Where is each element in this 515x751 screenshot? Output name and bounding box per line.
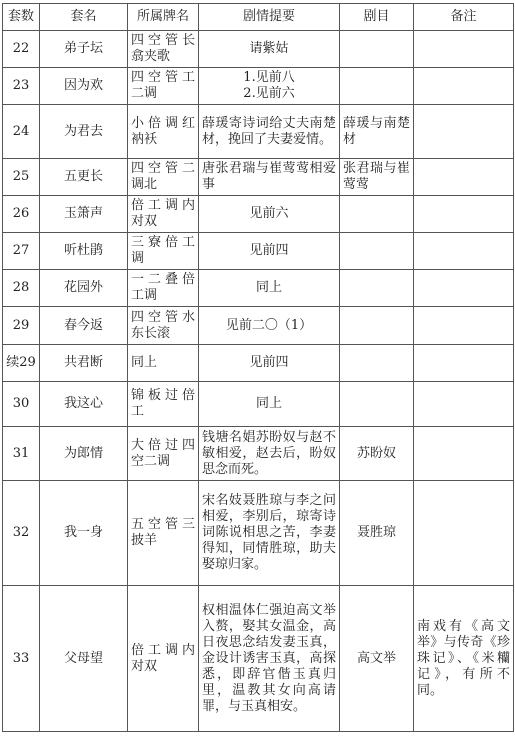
cell-plot: 见前四 xyxy=(199,233,340,270)
cell-tune: 大倍过四 空二调 xyxy=(128,427,199,481)
cell-plot: 同上 xyxy=(199,382,340,427)
cell-name: 父母望 xyxy=(40,586,128,732)
cell-name: 花园外 xyxy=(40,270,128,307)
cell-name: 听杜鹃 xyxy=(40,233,128,270)
cell-no: 续29 xyxy=(3,345,40,382)
cell-plot: 请紫姑 xyxy=(199,31,340,68)
cell-name: 弟子坛 xyxy=(40,31,128,68)
cell-no: 31 xyxy=(3,427,40,481)
cell-play xyxy=(340,345,414,382)
table-row xyxy=(3,586,514,732)
cell-play: 苏盼奴 xyxy=(340,427,414,481)
cell-note xyxy=(414,31,514,68)
cell-play: 高文举 xyxy=(340,586,414,732)
cell-name: 我这心 xyxy=(40,382,128,427)
cell-plot: 见前四 xyxy=(199,345,340,382)
table-row xyxy=(3,31,514,68)
cell-play xyxy=(340,31,414,68)
cell-plot: 权相温体仁强迫高文举入赘，娶其女温金，高日夜思念结发妻玉真，金设计诱害玉真，高探悉，即辞官偕玉真归里，温教其女向高请罪，与玉真相安。 xyxy=(199,586,340,732)
cell-plot: 宋名妓聂胜琼与李之问相爱，李别后，琼寄诗词陈说相思之苦，李妻得知，同情胜琼，助夫娶琼归家。 xyxy=(199,481,340,586)
table-row xyxy=(3,427,514,481)
table-row xyxy=(3,345,514,382)
cell-note xyxy=(414,233,514,270)
cell-tune: 一二叠倍 工调 xyxy=(128,270,199,307)
table-row xyxy=(3,307,514,345)
cell-name: 为君去 xyxy=(40,105,128,159)
cell-tune: 同上 xyxy=(128,345,199,382)
cell-note xyxy=(414,427,514,481)
header-no: 套数 xyxy=(3,4,40,31)
cell-no: 22 xyxy=(3,31,40,68)
cell-play xyxy=(340,196,414,233)
table-row xyxy=(3,159,514,196)
table-row xyxy=(3,233,514,270)
cell-name: 因为欢 xyxy=(40,68,128,105)
cell-play xyxy=(340,68,414,105)
header-play: 剧目 xyxy=(340,4,414,31)
cell-tune: 四空管水 东长滚 xyxy=(128,307,199,345)
cell-plot: 薛瑗寄诗词给丈夫南楚材，挽回了夫妻爱情。 xyxy=(199,105,340,159)
cell-tune: 小倍调红 衲袄 xyxy=(128,105,199,159)
cell-tune: 四空管长 翕夹歌 xyxy=(128,31,199,68)
cell-tune: 倍工调内 对双 xyxy=(128,586,199,732)
cell-plot xyxy=(199,68,340,105)
table-row xyxy=(3,270,514,307)
header-row xyxy=(3,4,514,31)
cell-name: 为郎情 xyxy=(40,427,128,481)
cell-tune: 五空管三 披羊 xyxy=(128,481,199,586)
table-row xyxy=(3,196,514,233)
cell-play: 聂胜琼 xyxy=(340,481,414,586)
cell-note xyxy=(414,382,514,427)
cell-play xyxy=(340,270,414,307)
cell-note xyxy=(414,307,514,345)
cell-tune: 倍工调内 对双 xyxy=(128,196,199,233)
cell-plot: 唐张君瑞与崔莺莺相爱事 xyxy=(199,159,340,196)
cell-play xyxy=(340,307,414,345)
cell-play xyxy=(340,233,414,270)
cell-name: 春今返 xyxy=(40,307,128,345)
cell-note xyxy=(414,270,514,307)
header-plot: 剧情提要 xyxy=(199,4,340,31)
plot-line: 2.见前六 xyxy=(243,86,295,101)
cell-note: 南戏有《高文举》与传奇《珍珠记》、《米糷记》，有所不同。 xyxy=(414,586,514,732)
cell-plot: 见前二〇（1） xyxy=(199,307,340,345)
cell-play xyxy=(340,382,414,427)
cell-plot: 同上 xyxy=(199,270,340,307)
header-name: 套名 xyxy=(40,4,128,31)
repertoire-table xyxy=(2,3,514,732)
cell-note xyxy=(414,196,514,233)
table-row xyxy=(3,68,514,105)
cell-play: 张君瑞与崔莺莺 xyxy=(340,159,414,196)
cell-tune: 三寮倍工 调 xyxy=(128,233,199,270)
cell-play: 薛瑗与南楚材 xyxy=(340,105,414,159)
cell-no: 23 xyxy=(3,68,40,105)
cell-no: 24 xyxy=(3,105,40,159)
cell-note xyxy=(414,68,514,105)
cell-name: 五更长 xyxy=(40,159,128,196)
cell-tune: 四空管工 二调 xyxy=(128,68,199,105)
cell-note xyxy=(414,481,514,586)
header-tune: 所属牌名 xyxy=(128,4,199,31)
cell-name: 共君断 xyxy=(40,345,128,382)
table-row xyxy=(3,481,514,586)
cell-no: 27 xyxy=(3,233,40,270)
cell-tune: 锦板过倍 工 xyxy=(128,382,199,427)
cell-no: 33 xyxy=(3,586,40,732)
cell-no: 25 xyxy=(3,159,40,196)
table-row xyxy=(3,382,514,427)
cell-no: 29 xyxy=(3,307,40,345)
plot-line: 1.见前八 xyxy=(243,70,295,85)
cell-tune: 四空管二 调北 xyxy=(128,159,199,196)
cell-plot: 见前六 xyxy=(199,196,340,233)
cell-note xyxy=(414,105,514,159)
cell-plot: 钱塘名娼苏盼奴与赵不敏相爱，赵去后，盼奴思念而死。 xyxy=(199,427,340,481)
cell-note xyxy=(414,159,514,196)
cell-note xyxy=(414,345,514,382)
cell-no: 32 xyxy=(3,481,40,586)
cell-no: 26 xyxy=(3,196,40,233)
cell-no: 30 xyxy=(3,382,40,427)
cell-name: 我一身 xyxy=(40,481,128,586)
header-note: 备注 xyxy=(414,4,514,31)
cell-no: 28 xyxy=(3,270,40,307)
cell-name: 玉箫声 xyxy=(40,196,128,233)
table-row xyxy=(3,105,514,159)
